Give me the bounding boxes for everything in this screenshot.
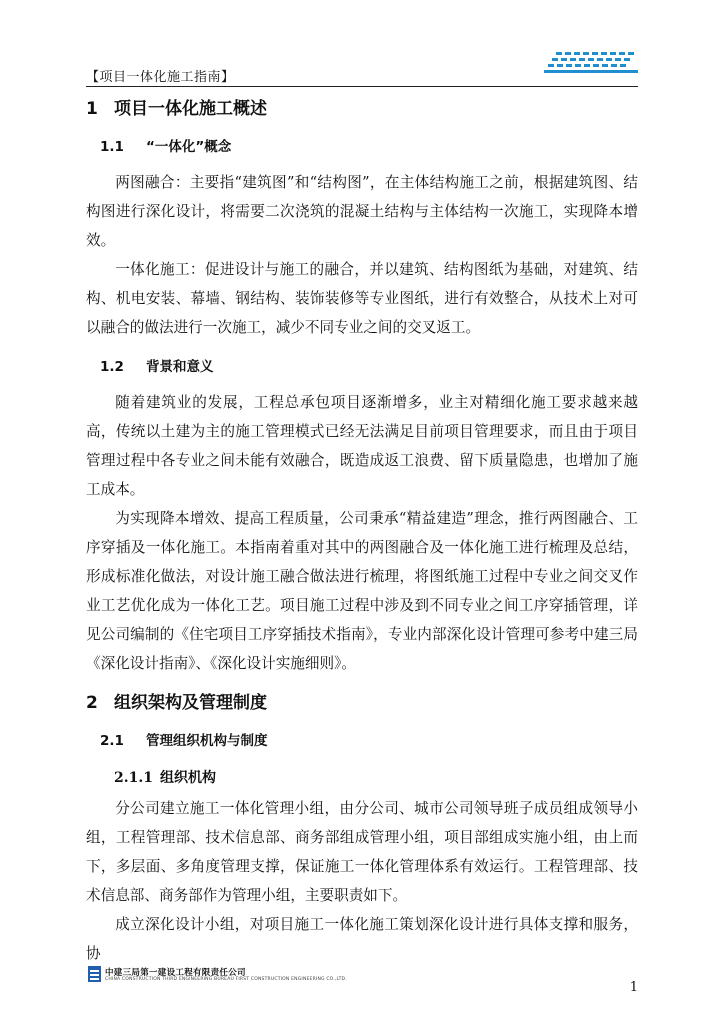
heading-number: 2.1.1 [114, 770, 153, 786]
heading-2-1 [86, 720, 638, 762]
heading-number: 2 [86, 693, 98, 713]
footer-company-name-en: CHINA CONSTRUCTION THIRD ENGINEERING BUREAU FIRST CONSTRUCTION ENGINEERING CO.,LTD. [105, 977, 347, 982]
heading-number: 1 [86, 99, 98, 119]
header-title: 【项目一体化施工指南】 [86, 70, 235, 85]
paragraph: 为实现降本增效、提高工程质量，公司秉承“精益建造”理念，推行两图融合、工序穿插及一体化施工。本指南着重对其中的两图融合及一体化施工进行梳理及总结，形成标准化做法，对设计施工融合做法进行梳理，将图纸施工过程中专业之间交叉作业工艺优化成为一体化工艺。项目施工过程中涉及到不同专业之间工序穿插管理，详见公司编制的《住宅项目工序穿插技术指南》，专业内部深化设计管理可参考中建三局《深化设计指南》、《深化设计实施细则》。 [86, 510, 638, 672]
heading-number: 2.1 [100, 733, 124, 749]
heading-text: 背景和意义 [146, 359, 214, 375]
heading-1 [86, 92, 638, 126]
heading-number: 1.2 [100, 359, 124, 375]
cscec-logo-icon [88, 966, 101, 982]
company-logo-icon [542, 52, 638, 78]
heading-text: “一体化”概念 [146, 139, 232, 155]
heading-number: 1.1 [100, 139, 124, 155]
heading-1-1 [86, 126, 638, 168]
paragraph: 随着建筑业的发展，工程总承包项目逐渐增多，业主对精细化施工要求越来越高，传统以土建为主的施工管理模式已经无法满足目前项目管理要求，而且由于项目管理过程中各专业之间未能有效融合，既造成返工浪费、留下质量隐患，也增加了施工成本。 [86, 394, 638, 498]
page-header [86, 52, 638, 88]
heading-1-2 [86, 346, 638, 388]
footer-company-name: 中建三局第一建设工程有限责任公司 [105, 968, 246, 978]
heading-2 [86, 686, 638, 720]
heading-2-1-1 [86, 762, 638, 794]
page-footer [88, 966, 638, 1006]
paragraph: 分公司建立施工一体化管理小组，由分公司、城市公司领导班子成员组成领导小组，工程管理部、技术信息部、商务部组成管理小组，项目部组成实施小组，由上而下，多层面、多角度管理支撑，保证施工一体化管理体系有效运行。工程管理部、技术信息部、商务部作为管理小组，主要职责如下。 [86, 800, 638, 904]
heading-text: 项目一体化施工概述 [114, 99, 267, 119]
heading-text: 管理组织机构与制度 [146, 733, 268, 749]
paragraph: 两图融合：主要指“建筑图”和“结构图”，在主体结构施工之前，根据建筑图、结构图进行深化设计，将需要二次浇筑的混凝土结构与主体结构一次施工，实现降本增效。 [86, 174, 638, 249]
header-divider [86, 86, 638, 87]
paragraph: 成立深化设计小组，对项目施工一体化施工策划深化设计进行具体支撑和服务，协 [86, 916, 638, 962]
heading-text: 组织架构及管理制度 [114, 693, 267, 713]
paragraph: 一体化施工：促进设计与施工的融合，并以建筑、结构图纸为基础，对建筑、结构、机电安装、幕墙、钢结构、装饰装修等专业图纸，进行有效整合，从技术上对可以融合的做法进行一次施工，减少不同专业之间的交叉返工。 [86, 261, 638, 336]
page-number: 1 [629, 980, 638, 995]
heading-text: 组织机构 [160, 770, 216, 786]
document-body [86, 92, 638, 968]
